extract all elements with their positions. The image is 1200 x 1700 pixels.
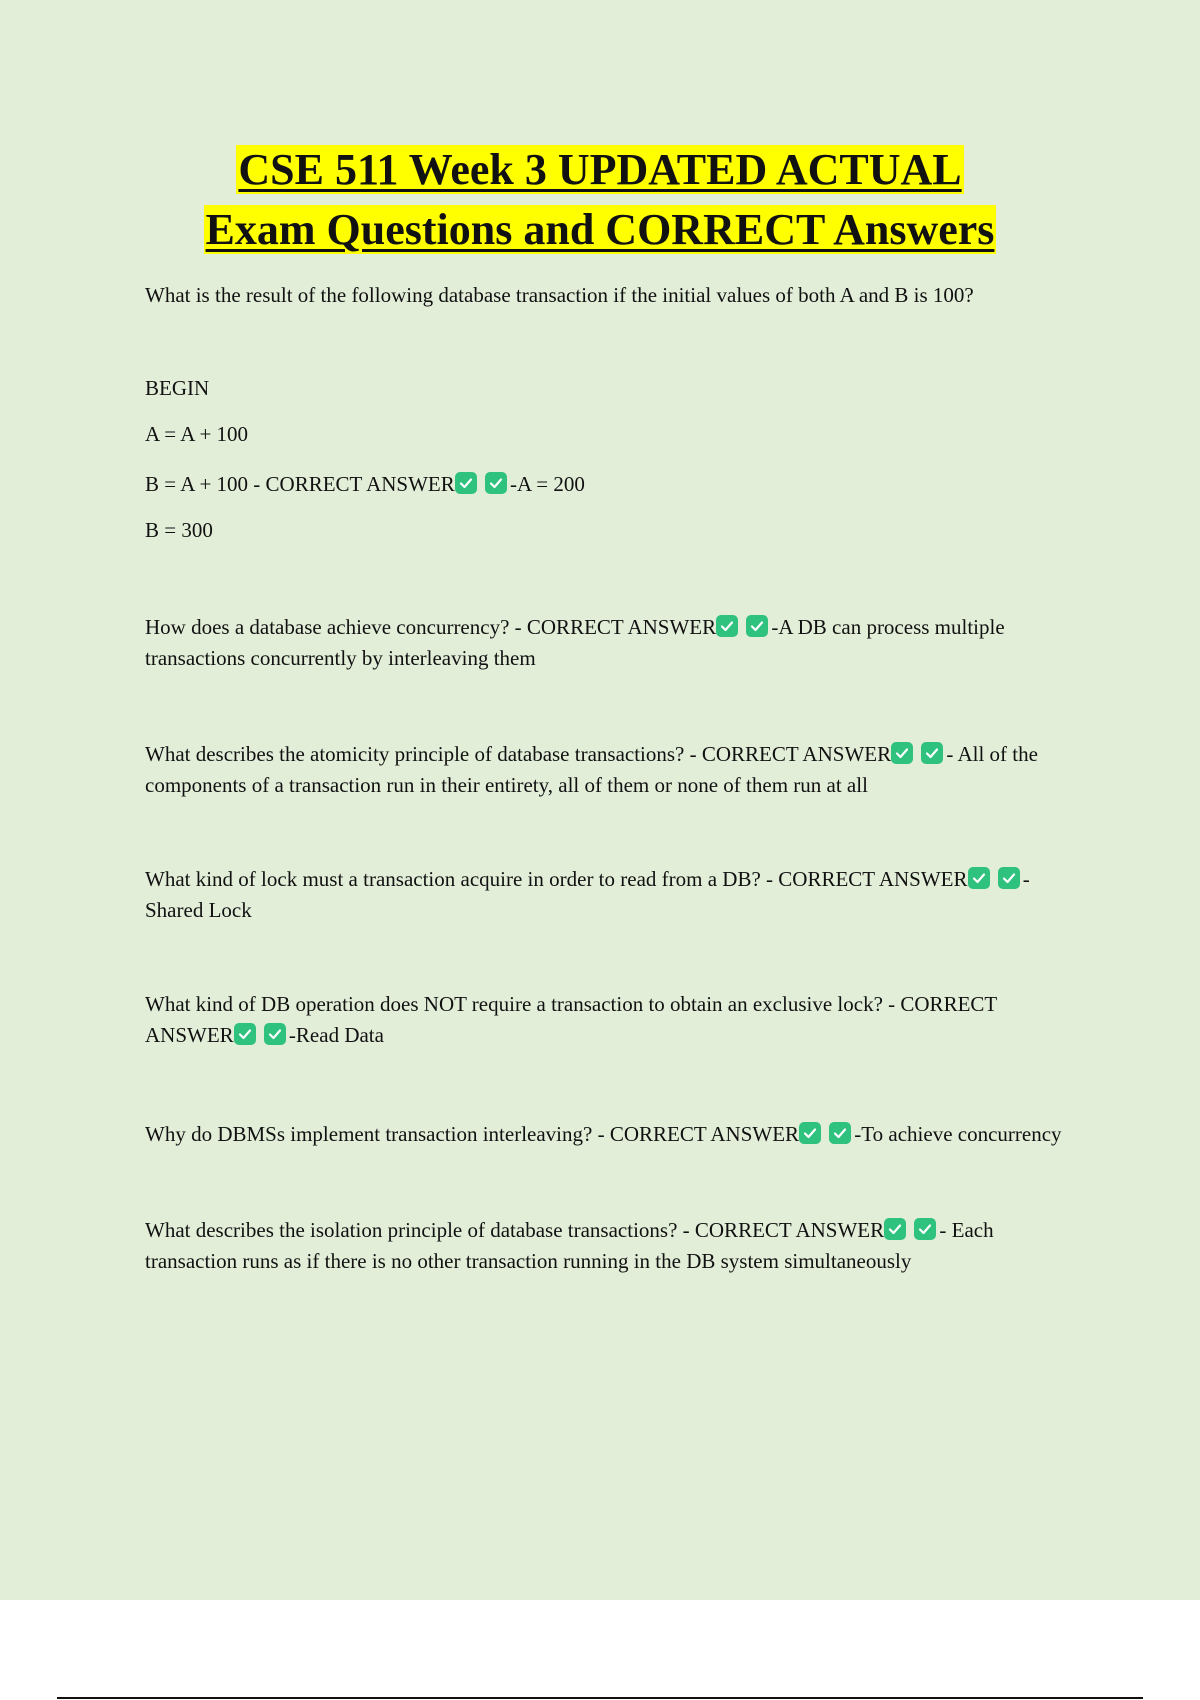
- qa-item-3-question: What describes the atomicity principle of database transactions? - CORRECT ANSWER: [145, 742, 892, 766]
- qa-item-2-answer: -A DB can process multiple transactions concurrently by interleaving them: [145, 615, 1005, 670]
- qa-item-7: [145, 1215, 1085, 1277]
- check-box-icon: [921, 742, 943, 764]
- qa-item-4-answer: -Shared Lock: [145, 867, 1030, 922]
- qa-item-1-begin: BEGIN: [145, 376, 210, 400]
- qa-item-7-question: What describes the isolation principle of database transactions? - CORRECT ANSWER: [145, 1218, 885, 1242]
- title-line-1: CSE 511 Week 3 UPDATED ACTUAL: [238, 145, 962, 194]
- qa-item-5-answer: -Read Data: [288, 1023, 384, 1047]
- qa-content: [145, 280, 1085, 1277]
- qa-item-1-line-a: A = A + 100: [145, 422, 249, 446]
- check-box-icon: [829, 1122, 851, 1144]
- check-box-icon: [884, 1218, 906, 1240]
- check-box-icon: [485, 472, 507, 494]
- qa-item-6-answer: -To achieve concurrency: [854, 1122, 1062, 1146]
- qa-item-5: [145, 989, 1085, 1051]
- document-title: [0, 140, 1200, 260]
- qa-item-5-question: What kind of DB operation does NOT require a transaction to obtain an exclusive lock? - CORRECT ANSWER: [145, 992, 997, 1047]
- qa-item-1-answer-b: B = 300: [145, 518, 213, 542]
- check-box-icon: [998, 867, 1020, 889]
- qa-item-6: [145, 1119, 1085, 1150]
- qa-item-4-question: What kind of lock must a transaction acquire in order to read from a DB? - CORRECT ANSWER: [145, 867, 968, 891]
- check-box-icon: [914, 1218, 936, 1240]
- qa-item-6-question: Why do DBMSs implement transaction interleaving? - CORRECT ANSWER: [145, 1122, 800, 1146]
- check-box-icon: [799, 1122, 821, 1144]
- qa-item-2-question: How does a database achieve concurrency? - CORRECT ANSWER: [145, 615, 717, 639]
- qa-item-3: [145, 739, 1085, 801]
- check-box-icon: [234, 1023, 256, 1045]
- qa-item-1-line-b-text: B = A + 100 - CORRECT ANSWER: [145, 472, 455, 496]
- qa-item-4: [145, 864, 1085, 926]
- check-box-icon: [746, 615, 768, 637]
- qa-item-1-line-b: [145, 469, 1085, 500]
- footer-divider: [57, 1697, 1143, 1699]
- title-line-2: Exam Questions and CORRECT Answers: [205, 205, 995, 254]
- check-box-icon: [264, 1023, 286, 1045]
- qa-item-1-question: What is the result of the following database transaction if the initial values of both A and B is 100?: [145, 283, 974, 307]
- qa-item-3-answer: - All of the components of a transaction run in their entirety, all of them or none of them run at all: [145, 742, 1038, 797]
- check-box-icon: [891, 742, 913, 764]
- check-box-icon: [455, 472, 477, 494]
- check-box-icon: [716, 615, 738, 637]
- check-box-icon: [968, 867, 990, 889]
- qa-item-2: [145, 612, 1085, 674]
- qa-item-7-answer: - Each transaction runs as if there is no other transaction running in the DB system simultaneously: [145, 1218, 994, 1273]
- qa-item-1-answer-a: -A = 200: [510, 472, 585, 496]
